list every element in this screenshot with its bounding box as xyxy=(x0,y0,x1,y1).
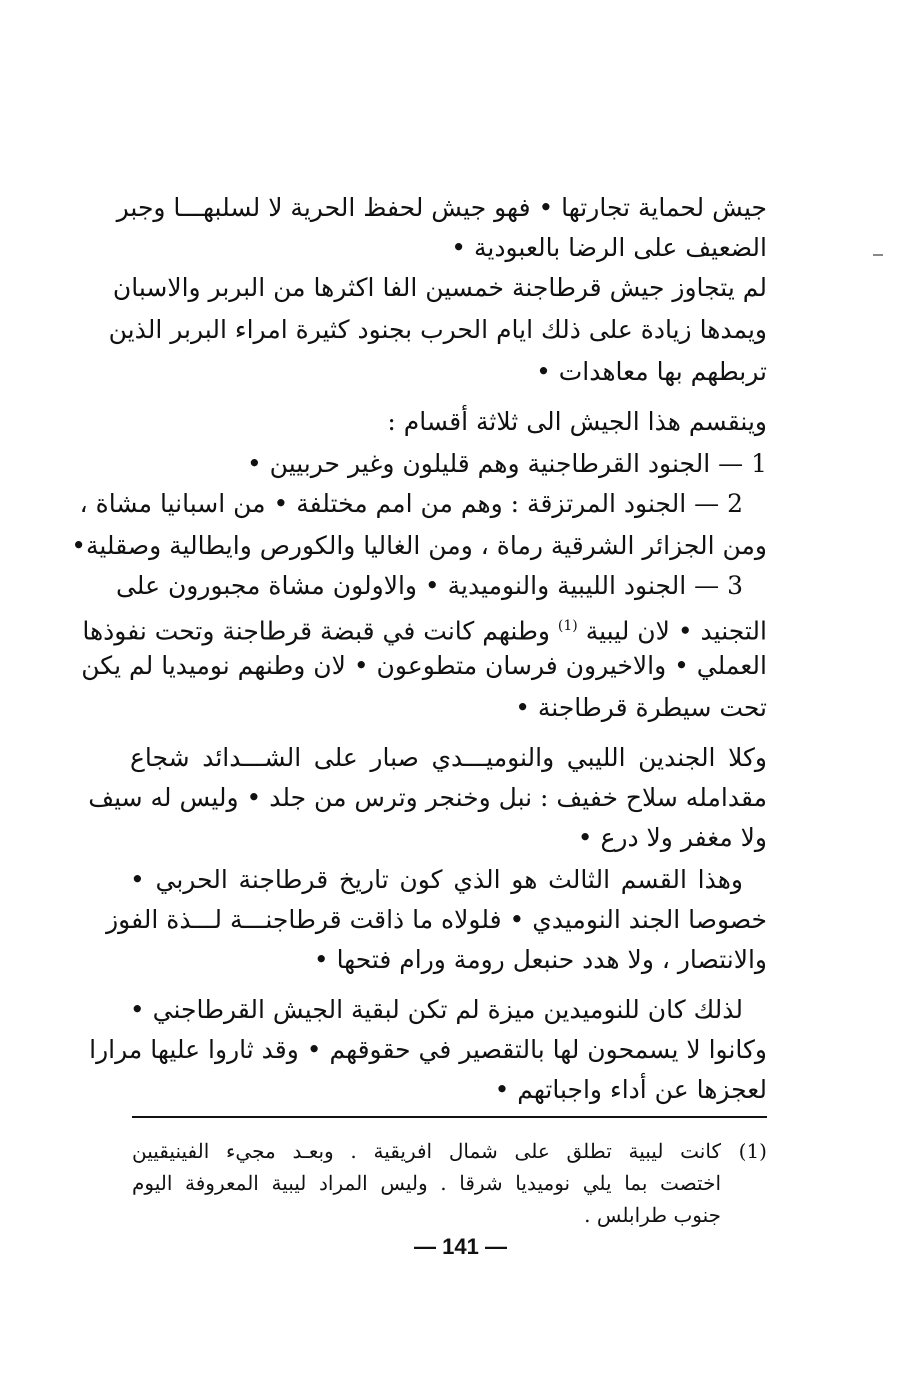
footnote-number: (1) xyxy=(738,1139,767,1163)
body-line: ويمدها زيادة على ذلك ايام الحرب بجنود كثيرة امراء البربر الذين xyxy=(108,315,767,344)
footnote-reference: (1) xyxy=(557,618,578,634)
body-text: التجنيد • لان ليبية xyxy=(585,616,767,646)
body-line: خصوصا الجند النوميدي • فلولاه ما ذاقت قرطاجنـــة لـــذة الفوز xyxy=(106,905,767,934)
body-line: تربطهم بها معاهدات • xyxy=(536,357,767,386)
footnote-line: اختصت بما يلي نوميديا شرقا . وليس المراد ليبية المعروفة اليوم xyxy=(132,1171,721,1195)
body-line: لم يتجاوز جيش قرطاجنة خمسين الفا اكثرها من البربر والاسبان xyxy=(112,273,767,302)
footnote-line: جنوب طرابلس . xyxy=(584,1203,721,1227)
body-line: مقدامله سلاح خفيف : نبل وخنجر وترس من جلد • وليس له سيف xyxy=(88,783,767,812)
list-item: 3 — الجنود الليبية والنوميدية • والاولون مشاة مجبورون على xyxy=(115,571,743,600)
body-line: جيش لحماية تجارتها • فهو جيش لحفظ الحرية لا لسلبهـــا وجبر xyxy=(116,193,767,222)
body-line: والانتصار ، ولا هدد حنبعل رومة ورام فتحها • xyxy=(313,945,767,974)
body-line: وكانوا لا يسمحون لها بالتقصير في حقوقهم • وقد ثاروا عليها مرارا xyxy=(89,1035,767,1064)
scan-mark xyxy=(873,254,883,256)
footnote-line: كانت ليبية تطلق على شمال افريقية . وبعـد مجيء الفينيقيين xyxy=(132,1139,721,1163)
body-line: تحت سيطرة قرطاجنة • xyxy=(515,693,767,722)
list-item: 1 — الجنود القرطاجنية وهم قليلون وغير حربيين • xyxy=(246,449,767,478)
page-number: — 141 — xyxy=(414,1234,507,1259)
body-line: لعجزها عن أداء واجباتهم • xyxy=(494,1075,767,1104)
body-text: وطنهم كانت في قبضة قرطاجنة وتحت نفوذها xyxy=(82,616,550,646)
body-line: ومن الجزائر الشرقية رماة ، ومن الغاليا والكورص وايطالية وصقلية• xyxy=(71,531,767,560)
body-line: العملي • والاخيرون فرسان متطوعون • لان وطنهم نوميديا لم يكن xyxy=(81,651,767,680)
footnote-divider xyxy=(132,1116,767,1118)
footnote xyxy=(132,1134,767,1168)
footnote xyxy=(132,1166,767,1200)
body-line: الضعيف على الرضا بالعبودية • xyxy=(451,233,767,262)
body-line: لذلك كان للنوميدين ميزة لم تكن لبقية الجيش القرطاجني • xyxy=(129,995,743,1024)
body-line xyxy=(82,606,767,646)
body-line: وينقسم هذا الجيش الى ثلاثة أقسام : xyxy=(387,407,767,436)
body-line: وهذا القسم الثالث هو الذي كون تاريخ قرطاجنة الحربي • xyxy=(130,865,743,894)
footnote xyxy=(132,1198,767,1232)
list-item: 2 — الجنود المرتزقة : وهم من امم مختلفة • من اسبانيا مشاة ، xyxy=(79,489,743,518)
body-line: ولا مغفر ولا درع • xyxy=(577,823,767,852)
body-line: وكلا الجندين الليبي والنوميـــدي صبار على الشـــدائد شجاع xyxy=(130,743,767,772)
